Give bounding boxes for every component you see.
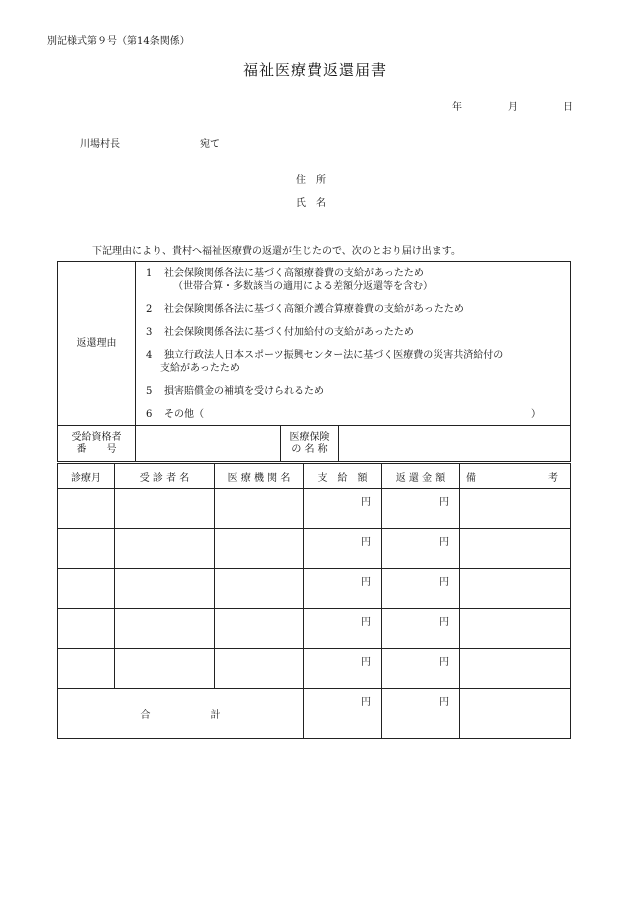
reason-table	[57, 261, 571, 462]
refund-cell[interactable]: 円	[382, 489, 460, 529]
table-row	[58, 649, 571, 689]
address-label: 住 所	[296, 175, 326, 186]
paid-cell[interactable]: 円	[304, 569, 382, 609]
reason-number: 3	[146, 327, 153, 338]
remarks-cell[interactable]	[460, 489, 571, 529]
total-paid-cell[interactable]: 円	[304, 689, 382, 739]
reason-continuation: 支給があったため	[160, 363, 240, 374]
reason-list	[136, 262, 571, 426]
institution-cell[interactable]	[215, 649, 304, 689]
reason-number: 1	[146, 268, 153, 279]
refund-cell[interactable]: 円	[382, 569, 460, 609]
remarks-cell[interactable]	[460, 609, 571, 649]
addressee: 川場村長	[80, 139, 120, 150]
reason-item-6[interactable]	[136, 408, 570, 421]
col-header-patient: 受 診 者 名	[115, 464, 215, 489]
total-row	[58, 689, 571, 739]
reason-item-2[interactable]	[136, 303, 570, 316]
reason-label: 返還理由	[58, 262, 136, 426]
paid-cell[interactable]: 円	[304, 609, 382, 649]
insurance-name-label: 医療保険 の 名 称	[281, 426, 339, 462]
refund-cell[interactable]: 円	[382, 529, 460, 569]
month-cell[interactable]	[58, 649, 115, 689]
paid-cell[interactable]: 円	[304, 489, 382, 529]
month-cell[interactable]	[58, 569, 115, 609]
paid-cell[interactable]: 円	[304, 529, 382, 569]
refund-cell[interactable]: 円	[382, 649, 460, 689]
paid-cell[interactable]: 円	[304, 649, 382, 689]
institution-cell[interactable]	[215, 489, 304, 529]
intro-text: 下記理由により、貴村へ福祉医療費の返還が生じたので、次のとおり届け出ます。	[92, 246, 461, 257]
reason-number: 2	[146, 304, 153, 315]
col-header-paid: 支 給 額	[304, 464, 382, 489]
table-row	[58, 609, 571, 649]
table-row	[58, 569, 571, 609]
month-cell[interactable]	[58, 609, 115, 649]
date-year-label: 年	[452, 102, 462, 113]
table-row	[58, 529, 571, 569]
reason-number: 6	[146, 409, 153, 420]
institution-cell[interactable]	[215, 569, 304, 609]
form-number: 別記様式第９号（第14条関係）	[47, 36, 190, 47]
month-cell[interactable]	[58, 529, 115, 569]
patient-cell[interactable]	[115, 489, 215, 529]
remarks-cell[interactable]	[460, 569, 571, 609]
total-remarks-cell[interactable]	[460, 689, 571, 739]
reason-text: 独立行政法人日本スポーツ振興センター法に基づく医療費の災害共済給付の	[164, 350, 504, 361]
col-header-institution: 医 療 機 関 名	[215, 464, 304, 489]
remarks-cell[interactable]	[460, 529, 571, 569]
reason-text: 社会保険関係各法に基づく高額療養費の支給があったため	[164, 268, 424, 279]
reason-other-close: ）	[531, 409, 541, 420]
recipient-number-label: 受給資格者 番 号	[58, 426, 136, 462]
col-header-remarks: 備 考	[460, 464, 571, 489]
total-label: 合 計	[58, 689, 304, 739]
remarks-cell[interactable]	[460, 649, 571, 689]
reason-subtext: （世帯合算・多数該当の適用による差額分返還等を含む）	[173, 281, 433, 292]
total-refund-cell[interactable]: 円	[382, 689, 460, 739]
reason-item-3[interactable]	[136, 326, 570, 339]
month-cell[interactable]	[58, 489, 115, 529]
reason-text: 社会保険関係各法に基づく付加給付の支給があったため	[164, 327, 414, 338]
reason-text: その他（	[164, 409, 204, 420]
table-row	[58, 489, 571, 529]
institution-cell[interactable]	[215, 609, 304, 649]
refund-cell[interactable]: 円	[382, 609, 460, 649]
patient-cell[interactable]	[115, 529, 215, 569]
refund-detail-table	[57, 463, 571, 739]
patient-cell[interactable]	[115, 609, 215, 649]
name-label: 氏 名	[296, 198, 326, 209]
date-month-label: 月	[508, 102, 518, 113]
reason-text: 損害賠償金の補填を受けられるため	[164, 386, 324, 397]
insurance-name-field[interactable]	[339, 426, 571, 462]
reason-item-1[interactable]	[136, 267, 570, 293]
date-day-label: 日	[563, 102, 573, 113]
col-header-refund: 返 還 金 額	[382, 464, 460, 489]
reason-item-4[interactable]	[136, 349, 570, 375]
reason-number: 5	[146, 386, 153, 397]
institution-cell[interactable]	[215, 529, 304, 569]
page-title: 福祉医療費返還届書	[242, 61, 387, 79]
patient-cell[interactable]	[115, 569, 215, 609]
patient-cell[interactable]	[115, 649, 215, 689]
col-header-month: 診療月	[58, 464, 115, 489]
reason-text: 社会保険関係各法に基づく高額介護合算療養費の支給があったため	[164, 304, 464, 315]
addressee-suffix: 宛て	[200, 139, 220, 150]
recipient-number-field[interactable]	[136, 426, 281, 462]
reason-number: 4	[146, 350, 153, 361]
reason-item-5[interactable]	[136, 385, 570, 398]
